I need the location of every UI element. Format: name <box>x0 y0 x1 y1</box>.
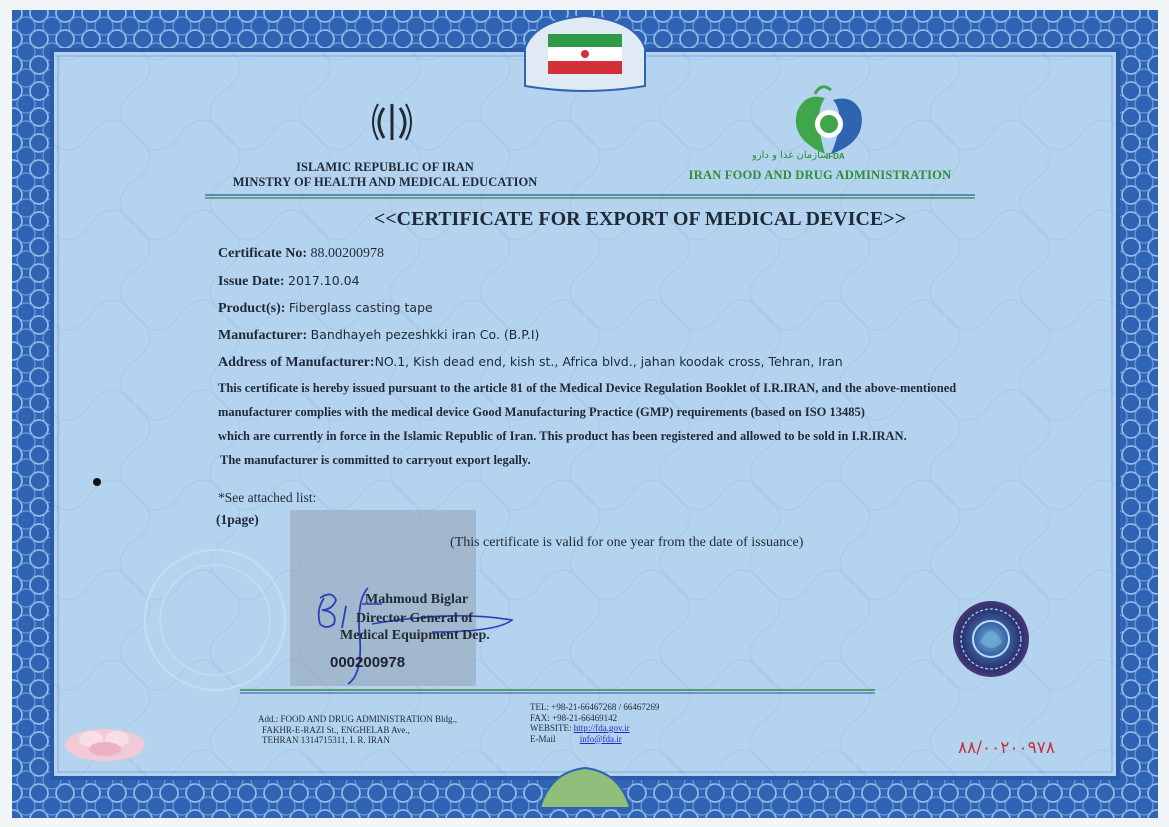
footer-website-link[interactable]: http://fdа.gov.ir <box>573 723 630 733</box>
footer-fax: FAX: +98-21-66469142 <box>530 712 618 723</box>
manufacturer-value: Bandhayeh pezeshkki iran Co. (B.P.I) <box>310 327 540 342</box>
footer-email-link[interactable]: info@fda.ir <box>579 733 622 744</box>
address-row <box>218 354 843 371</box>
stamp-serial: 000200978 <box>330 654 406 671</box>
issue-date-label: Issue Date: <box>218 274 285 289</box>
products-value: Fiberglass casting tape <box>288 300 433 315</box>
signatory-name: Mahmoud Biglar <box>365 592 469 607</box>
ministry-header-line2: MINSTRY OF HEALTH AND MEDICAL EDUCATION <box>232 175 538 189</box>
footer-contacts <box>530 702 659 744</box>
attachment-note: *See attached list: <box>218 490 317 505</box>
validity-note: (This certificate is valid for one year from the date of issuance) <box>450 535 804 550</box>
issue-date-row <box>218 273 360 290</box>
issue-date-value: 2017.10.04 <box>288 273 360 288</box>
footer-website-label: WEBSITE: <box>530 723 572 733</box>
body-line-2: manufacturer complies with the medical device Good Manufacturing Practice (GMP) requirements (based on ISO 13485) <box>218 405 865 419</box>
footer-tel: TEL: +98-21-66467268 / 66467269 <box>530 702 660 712</box>
address-label: Address of Manufacturer: <box>218 355 375 370</box>
persian-serial-number: ۸۸/۰۰۲۰۰۹۷۸ <box>958 738 1056 758</box>
certificate-no-value: 88.00200978 <box>310 246 385 261</box>
footer-email-row <box>530 734 659 745</box>
ministry-header <box>200 160 570 190</box>
certificate-title: <<CERTIFICATE FOR EXPORT OF MEDICAL DEVICE>> <box>373 208 907 230</box>
attachment-pages: (1page) <box>216 512 259 527</box>
footer-website-row <box>530 723 659 734</box>
ifda-header: IRAN FOOD AND DRUG ADMINISTRATION <box>688 168 952 182</box>
ifda-logo-icon <box>785 84 875 160</box>
body-line-3: which are currently in force in the Islamic Republic of Iran. This product has been registered and allowed to be sold in I.R.IRAN. <box>218 429 907 443</box>
body-line-4: The manufacturer is committed to carryout export legally. <box>220 453 531 467</box>
ministry-header-line1: ISLAMIC REPUBLIC OF IRAN <box>296 160 474 174</box>
address-value: NO.1, Kish dead end, kish st., Africa blvd., jahan koodak cross, Tehran, Iran <box>374 354 843 369</box>
footer-address <box>258 714 457 746</box>
iran-emblem-icon <box>370 100 414 144</box>
signatory-title-1: Director General of <box>356 611 473 626</box>
manufacturer-label: Manufacturer: <box>218 328 308 343</box>
ifda-persian-name: سازمان غذا و دارو <box>752 150 829 161</box>
certificate-no-label: Certificate No: <box>218 246 308 261</box>
body-line-1: This certificate is hereby issued pursuant to the article 81 of the Medical Device Regulation Booklet of I.R.IRAN, and the above-mentioned <box>218 381 957 395</box>
footer-email-label: E-Mail <box>530 733 556 744</box>
footer-address-line1: Add.: FOOD AND DRUG ADMINISTRATION Bldg., <box>258 714 458 724</box>
certificate-no-row <box>218 246 384 262</box>
footer-address-line2: FAKHR-E-RAZI St., ENGHELAB Ave., <box>262 724 410 735</box>
signatory-title-2: Medical Equipment Dep. <box>340 628 490 643</box>
footer-address-line3: TEHRAN 1314715311, I. R. IRAN <box>262 735 390 745</box>
iran-flag-icon <box>548 34 622 74</box>
manufacturer-row <box>218 327 539 344</box>
products-label: Product(s): <box>218 301 286 316</box>
ifda-abbr: IFDA <box>826 152 845 161</box>
products-row <box>218 300 433 317</box>
hologram-seal-icon <box>950 598 1032 680</box>
